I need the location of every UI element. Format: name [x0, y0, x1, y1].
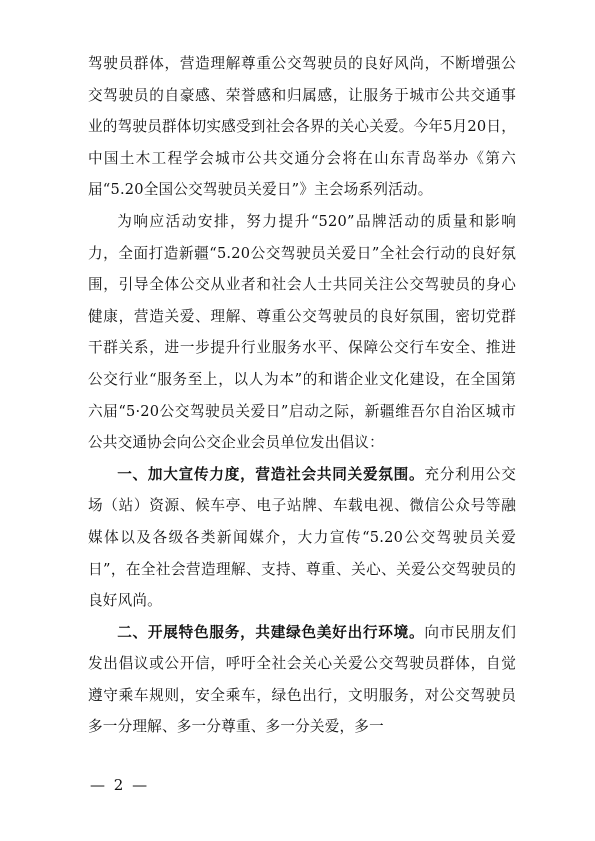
paragraph-2-text: 为响应活动安排，努力提升“520”品牌活动的质量和影响力，全面打造新疆“5.20公交驾驶员关爱日”全社会行动的良好氛围，引导全体公交从业者和社会人士共同关注公交驾驶员的身心健康，营造关爱、理解、尊重公交驾驶员的良好氛围，密切党群干群关系，进一步提升行业服务水平、保障公交行车安全、推进公交行业“服务至上，以人为本”的和谐企业文化建设，在全国第六届“5·20公交驾驶员关爱日”启动之际，新疆维吾尔自治区城市公共交通协会向公交企业会员单位发出倡议： [88, 212, 516, 452]
section-heading-1: 一、加大宣传力度，营造社会共同关爱氛围。 [117, 465, 425, 483]
paragraph-3-text: 充分利用公交场（站）资源、候车亭、电子站牌、车载电视、微信公众号等融媒体以及各级各类新闻媒介，大力宣传“5.20公交驾驶员关爱日”，在全社会营造理解、支持、尊重、关心、关爱公交驾驶员的良好风尚。 [88, 465, 516, 610]
paragraph-4-text: 向市民朋友们发出倡议或公开信，呼吁全社会关心关爱公交驾驶员群体，自觉遵守乘车规则，安全乘车，绿色出行，文明服务，对公交驾驶员多一分理解、多一分尊重、多一分关爱，多一 [88, 623, 516, 736]
paragraph-2 [88, 206, 516, 459]
section-heading-2: 二、开展特色服务，共建绿色美好出行环境。 [117, 623, 425, 641]
page-number: — 2 — [90, 776, 150, 794]
paragraph-1-text: 驾驶员群体，营造理解尊重公交驾驶员的良好风尚，不断增强公交驾驶员的自豪感、荣誉感和归属感，让服务于城市公共交通事业的驾驶员群体切实感受到社会各界的关心关爱。今年5月20日，中国土木工程学会城市公共交通分会将在山东青岛举办《第六届“5.20全国公交驾驶员关爱日”》主会场系列活动。 [88, 55, 516, 199]
paragraph-3 [88, 459, 516, 617]
paragraph-4 [88, 617, 516, 743]
document-body [88, 48, 516, 743]
paragraph-1 [88, 48, 516, 206]
